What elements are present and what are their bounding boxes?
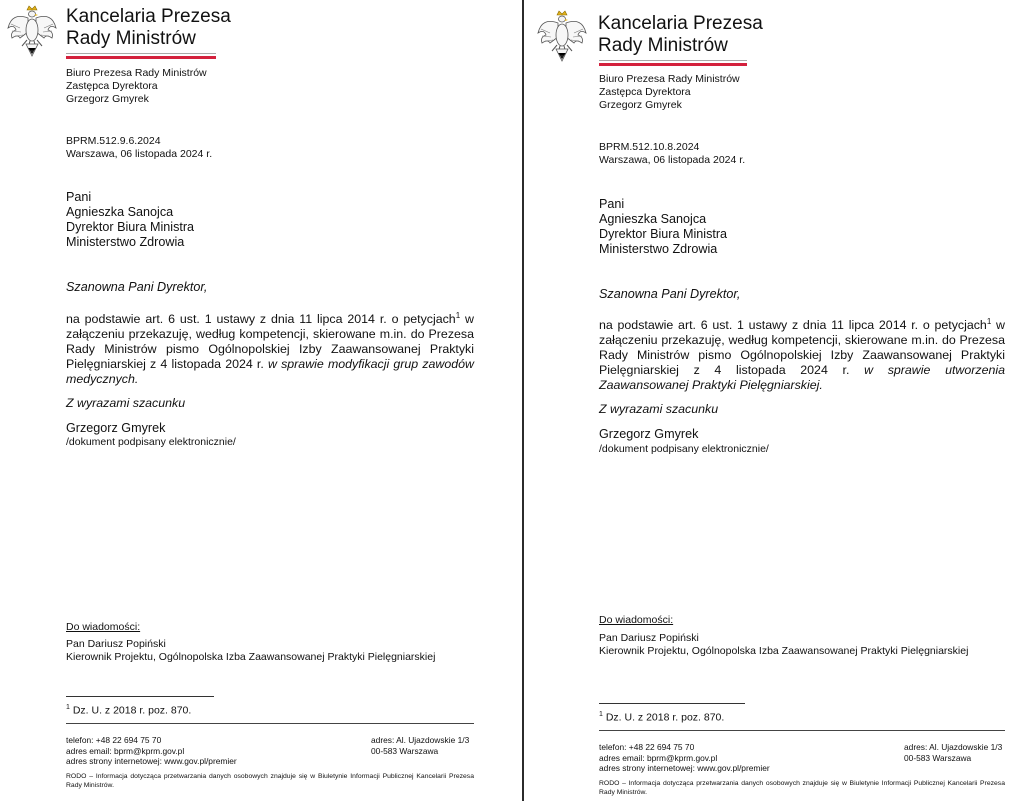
signer-name: Grzegorz Gmyrek	[599, 427, 699, 441]
cc-block	[599, 614, 968, 658]
recipient-position: Dyrektor Biura Ministra	[599, 227, 728, 241]
electronic-signature-note: /dokument podpisany elektronicznie/	[66, 436, 236, 448]
recipient-institution: Ministerstwo Zdrowia	[66, 235, 185, 249]
footer-website: adres strony internetowej: www.gov.pl/premier	[66, 756, 237, 766]
recipient-title: Pani	[599, 197, 625, 211]
footer-email: adres email: bprm@kprm.gov.pl	[66, 745, 185, 756]
cc-position: Kierownik Projektu, Ogólnopolska Izba Zaawansowanej Praktyki Pielęgniarskiej	[66, 651, 436, 663]
organization-name-line1: Kancelaria Prezesa	[598, 13, 763, 34]
footer-email: adres email: bprm@kprm.gov.pl	[599, 752, 718, 763]
letter-page-2	[527, 0, 1024, 801]
closing-phrase: Z wyrazami szacunku	[599, 402, 719, 416]
header-grey-rule	[66, 53, 216, 54]
electronic-signature-note: /dokument podpisany elektronicznie/	[599, 443, 769, 455]
rodo-notice: RODO – Informacja dotycząca przetwarzania danych osobowych znajduje się w Biuletynie Informacji Publicznej Kancelarii Prezesa Rady Ministrów.	[66, 773, 474, 789]
reference-block	[66, 135, 212, 161]
white-eagle-emblem-icon	[536, 9, 588, 63]
recipient-name: Agnieszka Sanojca	[66, 205, 174, 219]
cc-position: Kierownik Projektu, Ogólnopolska Izba Zaawansowanej Praktyki Pielęgniarskiej	[599, 645, 969, 657]
footer-contact-right	[371, 735, 469, 756]
sender-name: Grzegorz Gmyrek	[66, 93, 149, 105]
page-divider	[522, 0, 524, 801]
sender-block	[66, 67, 207, 106]
recipient-block	[599, 197, 727, 257]
cc-person: Pan Dariusz Popiński	[599, 632, 699, 644]
recipient-title: Pani	[66, 190, 92, 204]
sender-office: Biuro Prezesa Rady Ministrów	[599, 73, 740, 85]
sender-office: Biuro Prezesa Rady Ministrów	[66, 67, 207, 79]
header-red-rule	[599, 63, 747, 66]
letter-date: Warszawa, 06 listopada 2024 r.	[599, 154, 746, 166]
reference-block	[599, 141, 745, 167]
footnote-text: Dz. U. z 2018 r. poz. 870.	[602, 711, 725, 724]
recipient-block	[66, 190, 194, 250]
footnote-rule	[66, 696, 214, 697]
sender-block	[599, 73, 740, 112]
footnote-reference: 1	[986, 317, 992, 326]
salutation: Szanowna Pani Dyrektor,	[599, 287, 741, 301]
footnote-reference: 1	[455, 311, 461, 320]
sender-position: Zastępca Dyrektora	[66, 80, 158, 92]
sender-position: Zastępca Dyrektora	[599, 86, 691, 98]
body-subject: w sprawie utworzenia Zaawansowanej Praktyki Pielęgniarskiej.	[599, 363, 1005, 393]
recipient-institution: Ministerstwo Zdrowia	[599, 242, 718, 256]
body-text-part1: na podstawie art. 6 ust. 1 ustawy z dnia 11 lipca 2014 r. o petycjach	[599, 318, 987, 333]
recipient-position: Dyrektor Biura Ministra	[66, 220, 195, 234]
letter-date: Warszawa, 06 listopada 2024 r.	[66, 148, 213, 160]
body-subject: w sprawie modyfikacji grup zawodów medycznych.	[66, 357, 474, 387]
cc-block	[66, 621, 435, 664]
footer-website: adres strony internetowej: www.gov.pl/premier	[599, 763, 770, 773]
footer-contact-left	[66, 735, 237, 767]
footer-address-city: 00-583 Warszawa	[371, 745, 439, 756]
organization-name	[598, 13, 763, 57]
body-text-part2: w załączeniu przekazuję, według kompetencji, skierowane m.in. do Prezesa Rady Ministrów pismo Ogólnopolskiej Izby Zaawansowanej Praktyki Pielęgniarskiej z 4 listopada 2024 r.	[599, 318, 1005, 378]
footnote-rule	[599, 703, 745, 704]
organization-name-line1: Kancelaria Prezesa	[66, 6, 231, 27]
footer-address-street: adres: Al. Ujazdowskie 1/3	[371, 735, 470, 745]
header-grey-rule	[599, 60, 747, 61]
organization-name	[66, 6, 231, 50]
sender-name: Grzegorz Gmyrek	[599, 99, 682, 111]
body-text-part2: w załączeniu przekazuję, według kompetencji, skierowane m.in. do Prezesa Rady Ministrów pismo Ogólnopolskiej Izby Zaawansowanej Praktyki Pielęgniarskiej z 4 listopada 2024 r.	[66, 312, 474, 372]
footnote-text: Dz. U. z 2018 r. poz. 870.	[69, 704, 192, 717]
reference-number: BPRM.512.10.8.2024	[599, 141, 700, 153]
footnote-mark: 1	[599, 711, 603, 718]
footer-phone: telefon: +48 22 694 75 70	[599, 742, 695, 752]
closing-phrase: Z wyrazami szacunku	[66, 396, 186, 410]
salutation: Szanowna Pani Dyrektor,	[66, 280, 208, 294]
rodo-notice: RODO – Informacja dotycząca przetwarzania danych osobowych znajduje się w Biuletynie Informacji Publicznej Kancelarii Prezesa Rady Ministrów.	[599, 780, 1005, 796]
footer-contact-left	[599, 742, 770, 774]
footer-contact-right	[904, 742, 1002, 763]
footer-rule	[66, 723, 474, 724]
reference-number: BPRM.512.9.6.2024	[66, 135, 161, 147]
recipient-name: Agnieszka Sanojca	[599, 212, 707, 226]
footer-address-city: 00-583 Warszawa	[904, 752, 972, 763]
white-eagle-emblem-icon	[6, 4, 58, 58]
organization-name-line2: Rady Ministrów	[598, 35, 728, 56]
footer-address-street: adres: Al. Ujazdowskie 1/3	[904, 742, 1003, 752]
header-red-rule	[66, 56, 216, 59]
cc-person: Pan Dariusz Popiński	[66, 638, 166, 650]
letter-body	[599, 314, 1005, 393]
cc-title: Do wiadomości:	[66, 621, 141, 633]
footnote	[599, 711, 724, 724]
footnote	[66, 704, 191, 717]
footer-phone: telefon: +48 22 694 75 70	[66, 735, 162, 745]
footer-rule	[599, 730, 1005, 731]
footnote-mark: 1	[66, 704, 70, 711]
signer-name: Grzegorz Gmyrek	[66, 421, 166, 435]
cc-title: Do wiadomości:	[599, 614, 674, 626]
body-text-part1: na podstawie art. 6 ust. 1 ustawy z dnia 11 lipca 2014 r. o petycjach	[66, 312, 456, 327]
letter-body	[66, 308, 474, 387]
organization-name-line2: Rady Ministrów	[66, 28, 196, 49]
